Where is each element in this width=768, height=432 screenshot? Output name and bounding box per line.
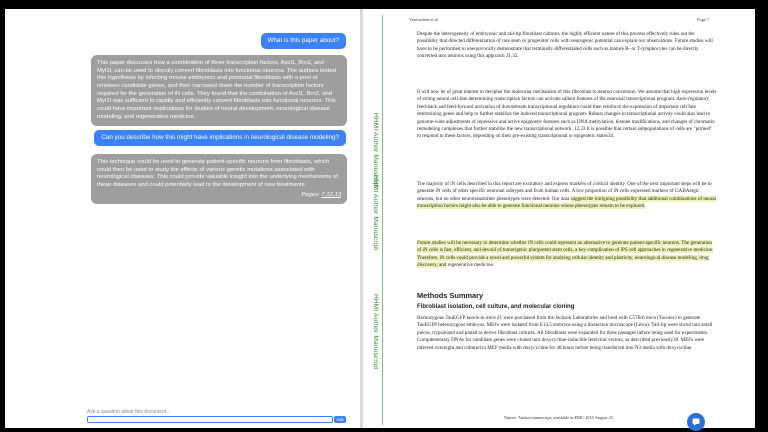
chat-panel — [5, 9, 360, 428]
paragraph-3-text: The majority of iN cells described in this report are excitatory and express markers of cortical identity. One of the next important steps will be to generate iN cells of other specific neuronal subtypes and from human cells. A low proportion of iN cells expressed markers of GABAergic neurons, but no other neurotransmitter phenotypes were detected. Our data — [417, 181, 712, 202]
user-message-2: Can you describe how this might have implications in neurological disease modeling? — [94, 130, 346, 146]
page-references — [97, 192, 341, 200]
page-number: Page 7 — [697, 17, 709, 22]
assistant-message-2-text: This technique could be used to generate patient-specific neurons from fibroblasts, which could then be used to study the effects of various genetic mutations associated with neurological diseases. This could provide valuable insight into the underlying mechanisms of these diseases and could potentially lead to the development of new treatments. — [97, 159, 338, 189]
assistant-message-1-text: This paper discusses how a combination of three transcription factors, Ascl1, Brn2, and Myt1l, can be used to directly convert fibroblasts into functional neurons. The authors tested this hypothesis by infecting mouse embryonic and postnatal fibroblasts with a pool of nineteen candidate genes, and then narrowed down the number of transcription factors required for the generation of iN cells. They found that the combination of Ascl1, Brn2, and Myt1l was sufficient to rapidly and efficiently convert fibroblasts into functional neurons. This could have important implications for studies of neural development, neurological disease modeling, and regenerative medicine. — [97, 60, 336, 120]
assistant-message-1 — [91, 55, 347, 126]
manuscript-side-rule — [382, 15, 383, 425]
methods-heading: Methods Summary — [417, 291, 484, 300]
running-head: Vierbuchen et al. — [409, 17, 439, 22]
highlight-2: Future studies will be necessary to determine whether iN cells could represent an alternative to generate patient-specific neurons. The generation of iN cells is fast, efficient, and devoid of tumorigenic pluripotent stem cells, a key complication of iPS cell approaches in regenerative medicine. Therefore, iN cells could provide a novel and powerful system for studying cellular identity and plasticity, neurological disease modeling, drug discovery, and — [417, 240, 714, 269]
assistant-message-2 — [91, 154, 347, 204]
chat-bubble-icon[interactable] — [687, 413, 705, 431]
side-label-3: HHMI Author Manuscript — [372, 294, 379, 370]
question-input[interactable] — [87, 416, 333, 423]
ask-label: Ask a question about this document... — [87, 409, 171, 415]
paragraph-4 — [417, 240, 717, 270]
paragraph-4-tail: regenerative medicine. — [447, 262, 495, 269]
ask-button[interactable]: Ask — [334, 416, 346, 423]
pages-link[interactable]: 7,12,13 — [321, 191, 341, 198]
methods-paragraph: Homozygous TauEGFP knock-in mice 21 were purchased from the Jackson Laboratories and bred with C57B/6 mice (Taconic) to generate TauEGFP heterozygous embryos. MEFs were isolated from E14.5 embryos using a dissection microscope (Leica). Tail-tip wees sliced into small pieces, trypsinized and plated to derive fibroblast cultures. All fibroblasts were expanded for three passages before being used for experiments. Complementary DNAs for candidate genes were cloned into doxycycline-inducible lentiviral vectors, as described previously30. MEFs were infected overnight and cultured in MEF media with doxycycline for 48 hours before being transferred into N3 media with doxycycline. — [417, 315, 713, 351]
paragraph-2: It will now be of great interest to decipher the molecular mechanism of this fibroblast to neuron conversion. We assume that high expression levels of strong neural cell-fate determining transcription factors can activate salient features of the neuronal transcriptional program. Auto-regulatory feed-back and feed-forward activation of downstream transcriptional regulators could then reinforce the expression of important cell fate determining genes and help to further stabilize the induced transcriptional program. Robust changes in transcriptional activity could also lead to genome-wide adjustments of repressive and active epigenetic features such as DNA methylation, histone modifications, and changes of chromatin remodeling complexes that further stabilize the new transcriptional network. 12,33 It is possible that certain subpopulations of cells are "primed" to respond to these factors, depending on their pre-existing transcriptional or epigenetic states34. — [417, 89, 717, 140]
highlight-1: suggest the intriguing possibility that additional combinations of neural transcription factors might also be able to generate functional neurons whose phenotypes remain to be explored. — [417, 195, 717, 210]
page-footer: Nature. Author manuscript; available in PMC 2010 August 25. — [504, 415, 614, 420]
side-label-1: HHMI Author Manuscript — [372, 113, 379, 189]
user-message-1: What is this paper about? — [261, 33, 346, 49]
side-label-2: HHMI Author Manuscript — [372, 175, 379, 251]
methods-subheading: Fibroblast isolation, cell culture, and molecular cloning — [417, 304, 575, 310]
document-viewer — [363, 9, 755, 428]
pages-label: Pages: — [301, 191, 322, 198]
paragraph-1: Despite the heterogeneity of embryonic and tail-tip fibroblast cultures, the highly efficient nature of this process effectively rules out the possibility that directed differentiation of rare stem or progenitor cells with neurogenic potential can explain our observations. Future studies will have to be performed to unequivocally demonstrate that terminally differentiated cells such as mature B- or T-lymphocytes can be directly converted into neurons using this approach 31,32. — [417, 31, 713, 60]
paragraph-3 — [417, 181, 717, 211]
